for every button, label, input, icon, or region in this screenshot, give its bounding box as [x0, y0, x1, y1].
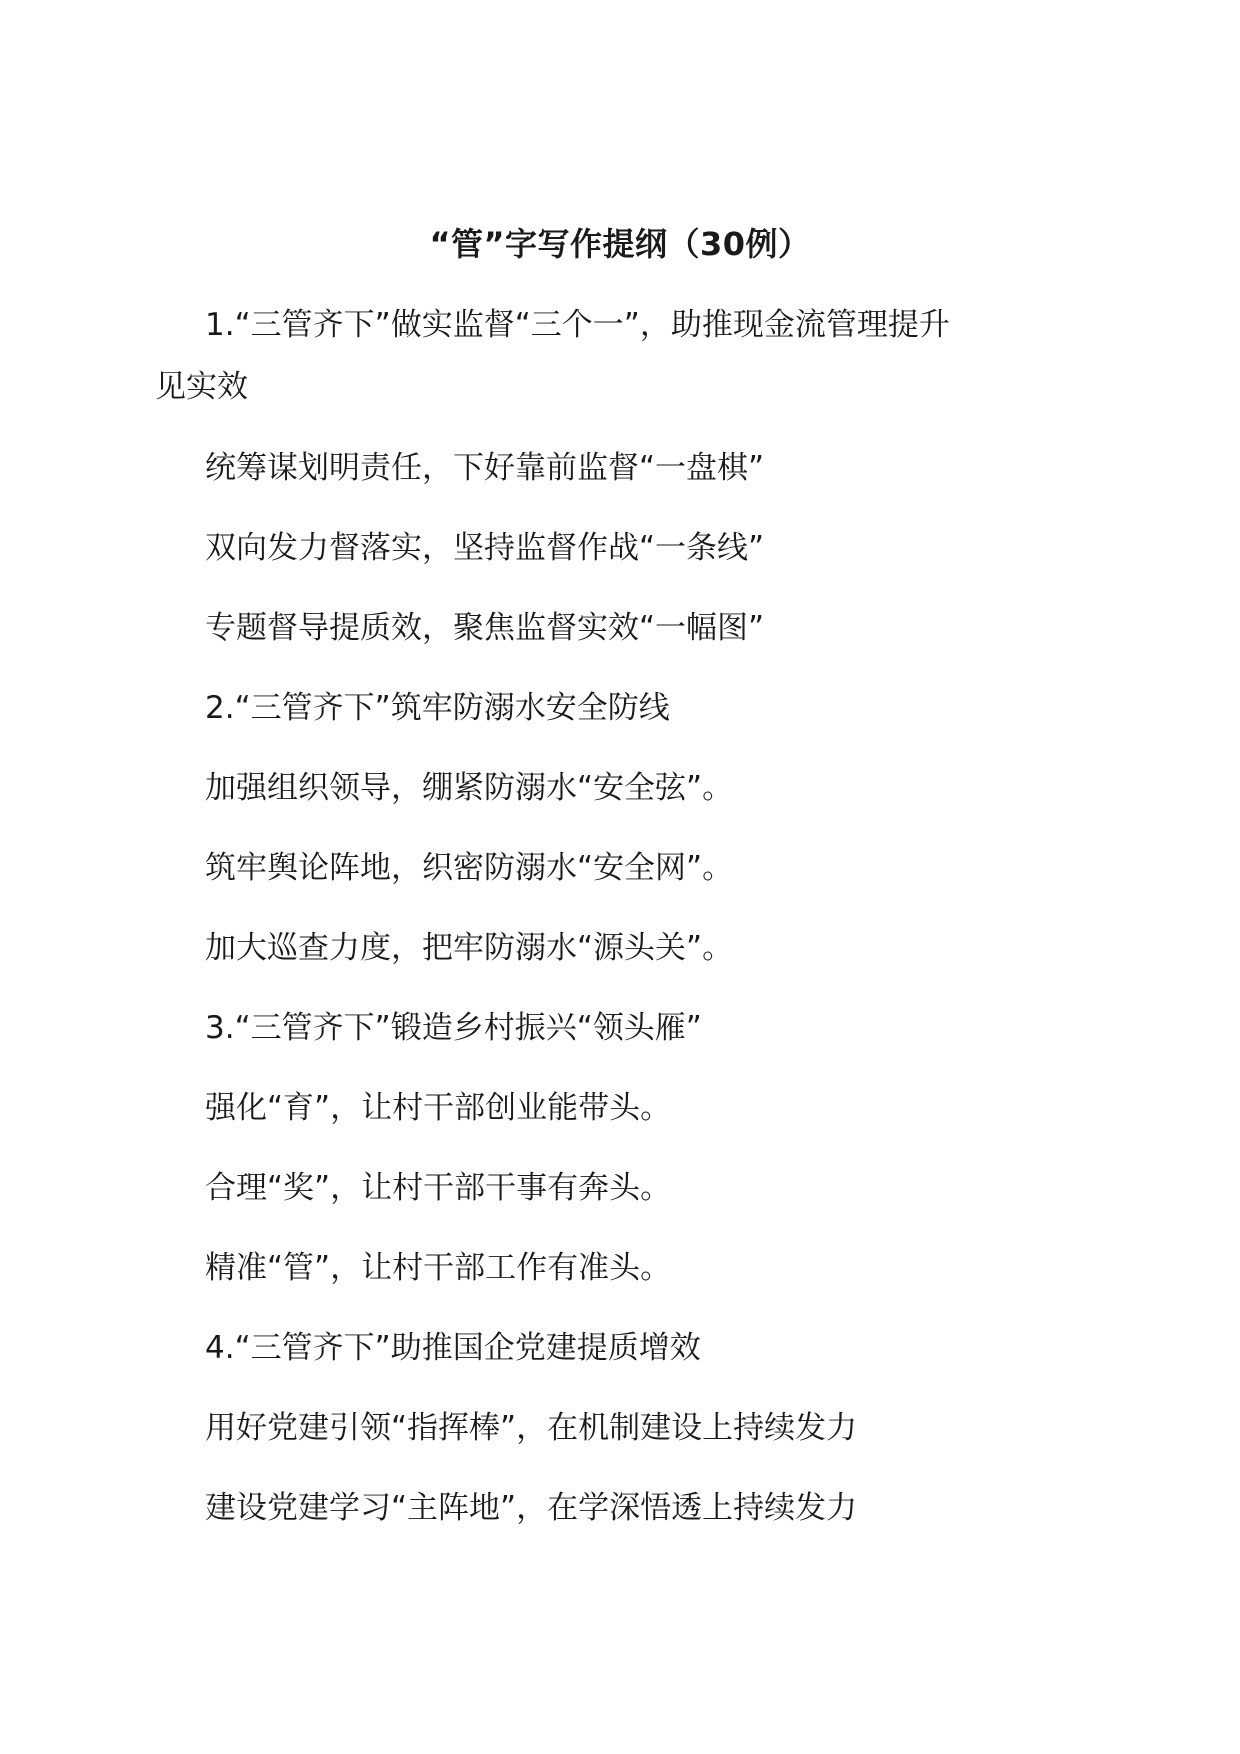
document-title: “管”字写作提纲（30例）: [429, 225, 811, 263]
outline-item: 统筹谋划明责任，下好靠前监督“一盘棋”: [205, 450, 765, 486]
outline-item: 建设党建学习“主阵地”，在学深悟透上持续发力: [205, 1490, 858, 1526]
outline-item: 加大巡查力度，把牢防溺水“源头关”。: [205, 930, 734, 966]
outline-item: 合理“奖”，让村干部干事有奔头。: [205, 1170, 672, 1206]
outline-item: 加强组织领导，绷紧防溺水“安全弦”。: [205, 770, 734, 806]
outline-item: 双向发力督落实，坚持监督作战“一条线”: [205, 530, 765, 566]
outline-item: 专题督导提质效，聚焦监督实效“一幅图”: [205, 610, 765, 646]
outline-item: 筑牢舆论阵地，织密防溺水“安全网”。: [205, 850, 734, 886]
outline-item: 强化“育”，让村干部创业能带头。: [205, 1090, 672, 1126]
heading-2: 2.“三管齐下”筑牢防溺水安全防线: [205, 690, 670, 726]
heading-1-line-2: 见实效: [155, 369, 248, 405]
outline-item: 精准“管”，让村干部工作有准头。: [205, 1250, 672, 1286]
heading-3: 3.“三管齐下”锻造乡村振兴“领头雁”: [205, 1010, 702, 1046]
heading-1-line-1: 1.“三管齐下”做实监督“三个一”，助推现金流管理提升: [205, 307, 950, 343]
outline-item: 用好党建引领“指挥棒”，在机制建设上持续发力: [205, 1410, 858, 1446]
heading-4: 4.“三管齐下”助推国企党建提质增效: [205, 1330, 701, 1366]
